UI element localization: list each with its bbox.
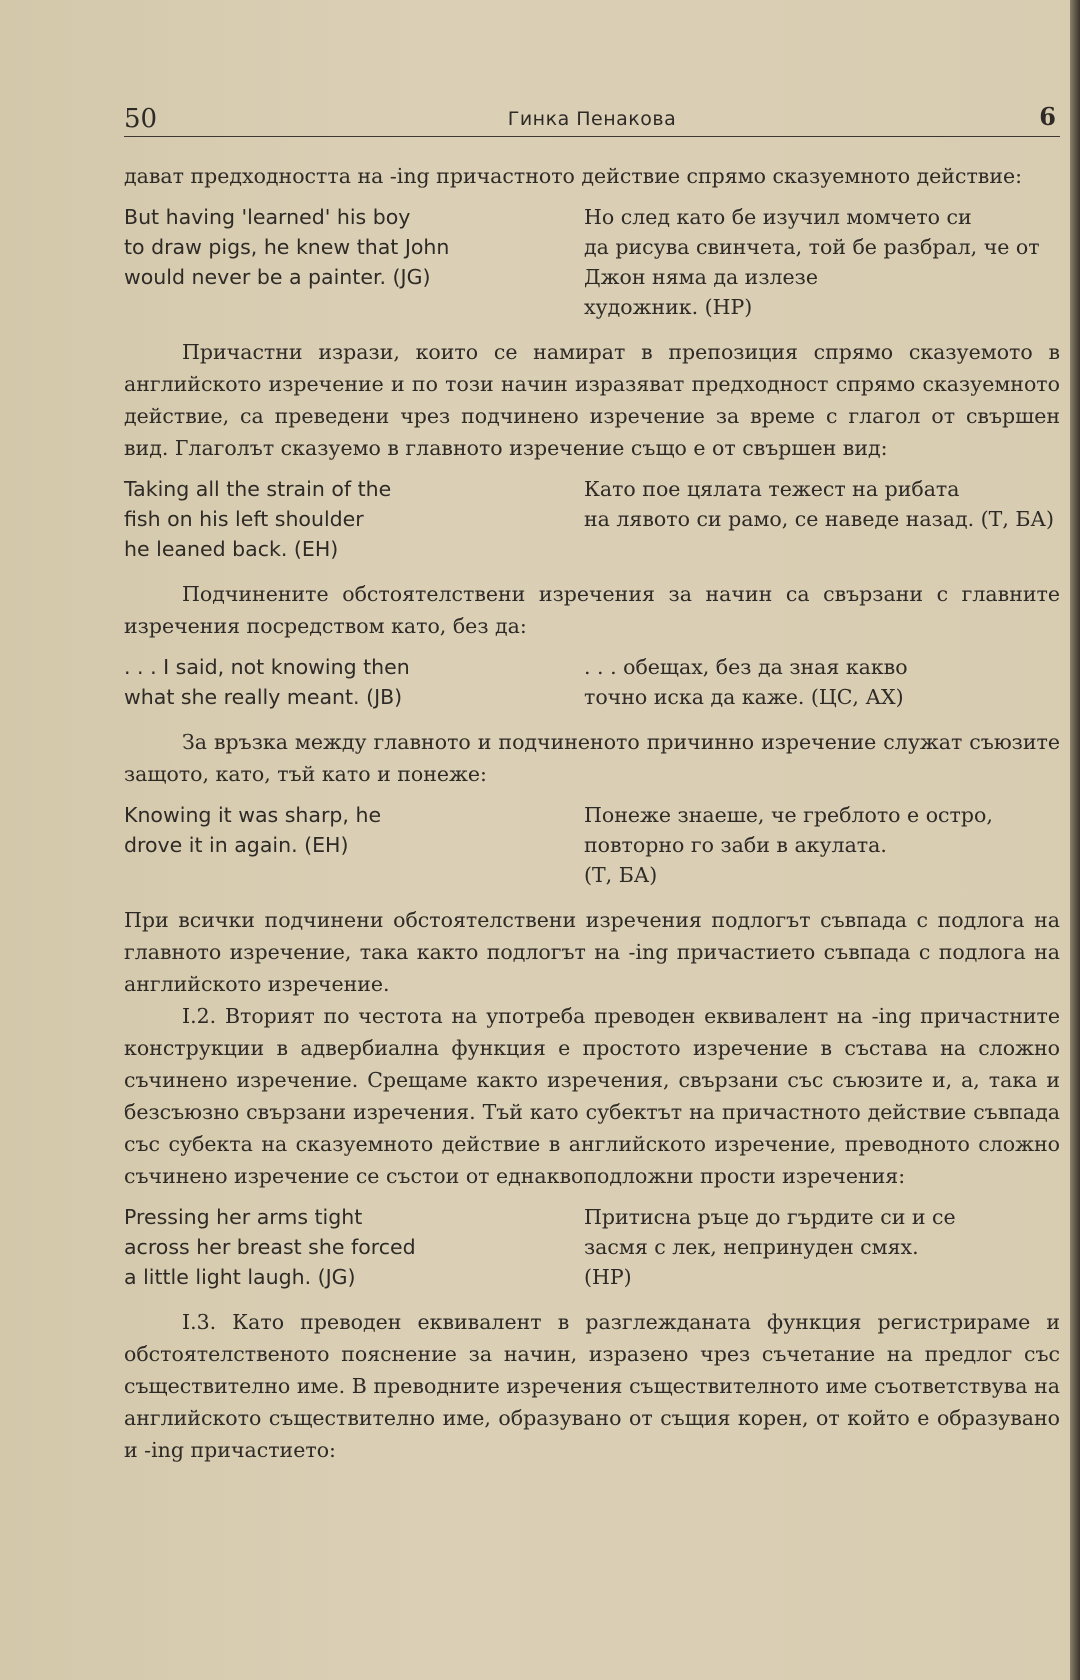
page-body bbox=[124, 160, 1060, 1466]
example-translation: Понеже знаеше, че греблото е остро, повторно го заби в акулата. (Т, БА) bbox=[584, 803, 993, 887]
running-title: Гинка Пенакова bbox=[507, 108, 677, 130]
paragraph: Подчинените обстоятелствени изречения за начин са свързани с главните изречения посредством като, без да: bbox=[124, 582, 1060, 638]
page-number: 50 bbox=[124, 104, 158, 134]
example-pair bbox=[124, 652, 1060, 712]
example-english: Knowing it was sharp, he drove it in again. (EH) bbox=[124, 803, 382, 857]
example-translation: Но след като бе изучил момчето си да рисува свинчета, той бе разбрал, че от Джон няма да излезе художник. (НР) bbox=[584, 205, 1040, 319]
example-translation: Притисна ръце до гърдите си и се засмя с лек, непринуден смях. (НР) bbox=[584, 1205, 956, 1289]
paragraph: При всички подчинени обстоятелствени изречения подлогът съвпада с подлога на главното изречение, така както подлогът на -ing причастието съвпада с подлога на английското изречение. bbox=[124, 908, 1060, 996]
example-english: Taking all the strain of the fish on his left shoulder he leaned back. (EH) bbox=[124, 477, 392, 561]
example-translation: . . . обещах, без да зная какво точно иска да каже. (ЦС, АХ) bbox=[584, 655, 908, 709]
example-translation: Като пое цялата тежест на рибата на лявото си рамо, се наведе назад. (Т, БА) bbox=[584, 477, 1054, 531]
paragraph: I.2. Вторият по честота на употреба преводен еквивалент на -ing причастните конструкции в адвербиална функция е простото изречение в състава на сложно съчинено изречение. Срещаме както изречения, свързани със съюзите и, а, така и безсъюзно свързани изречения. Тъй като субектът на причастното действие съвпада със субекта на сказуемното действие в английското изречение, преводното сложно съчинено изречение се състои от еднаквоподложни прости изречения: bbox=[124, 1004, 1060, 1188]
corner-mark: 6 bbox=[1039, 102, 1056, 131]
example-english: Pressing her arms tight across her breast she forced a little light laugh. (JG) bbox=[124, 1205, 416, 1289]
paragraph: I.3. Като преводен еквивалент в разглежданата функция регистрираме и обстоятелственото пояснение за начин, изразено чрез съчетание на предлог със съществително име. В преводните изречения съществителното име съответствува на английското съществително име, образувано от същия корен, от който е образувано и -ing причастието: bbox=[124, 1310, 1060, 1462]
paragraph: За връзка между главното и подчиненото причинно изречение служат съюзите защото, като, тъй като и понеже: bbox=[124, 730, 1060, 786]
paragraph: Причастни изрази, които се намират в препозиция спрямо сказуемото в английското изречение и по този начин изразяват предходност спрямо сказуемното действие, са преведени чрез подчинено изречение за време с глагол от свършен вид. Глаголът сказуемо в главното изречение също е от свършен вид: bbox=[124, 340, 1060, 460]
example-english: . . . I said, not knowing then what she really meant. (JB) bbox=[124, 655, 410, 709]
example-pair bbox=[124, 800, 1060, 890]
header-rule bbox=[124, 136, 1060, 137]
page-header bbox=[124, 96, 1060, 140]
paragraph: дават предходността на -ing причастното действие спрямо сказуемното действие: bbox=[124, 164, 1023, 188]
book-spine-edge bbox=[1070, 0, 1080, 1680]
example-pair bbox=[124, 1202, 1060, 1292]
example-pair bbox=[124, 474, 1060, 564]
example-english: But having 'learned' his boy to draw pigs, he knew that John would never be a painter. (JG) bbox=[124, 205, 450, 289]
example-pair bbox=[124, 202, 1060, 322]
